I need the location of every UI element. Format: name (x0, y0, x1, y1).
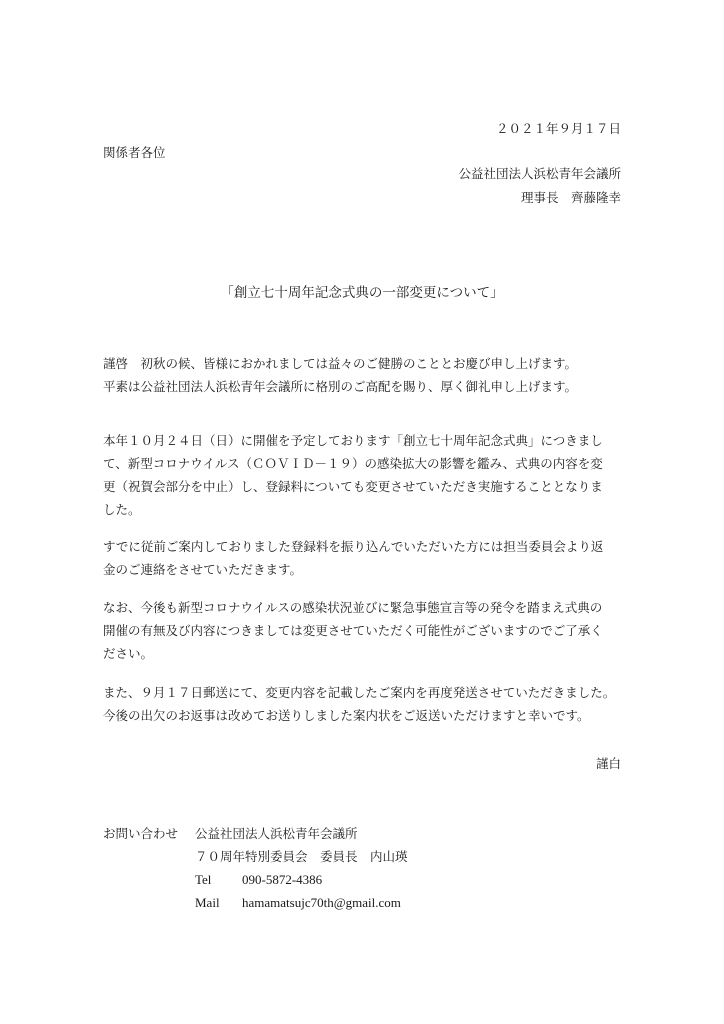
contact-mail[interactable]: hamamatsujc70th@gmail.com (242, 895, 401, 910)
paragraph-line: 今後の出欠のお返事は改めてお送りしました案内状をご返送いただけますと幸いです。 (103, 708, 590, 723)
contact-tel: 090-5872-4386 (242, 872, 323, 887)
paragraph-line: 開催の有無及び内容につきましては変更させていただく可能性がございますのでご了承く (103, 623, 603, 638)
paragraph-line: また、９月１７日郵送にて、変更内容を記載したご案内を再度発送させていただきました。 (103, 685, 616, 700)
sender-organization: 公益社団法人浜松青年会議所 (458, 166, 621, 181)
contact-mail-label: Mail (195, 895, 220, 910)
addressee: 関係者各位 (103, 145, 166, 160)
paragraph-line: した。 (103, 502, 141, 517)
paragraph-future-changes (103, 596, 633, 665)
contact-label: お問い合わせ (103, 826, 179, 841)
closing-word: 謹白 (595, 756, 621, 771)
paragraph-line: 謹啓 初秋の候、皆様におかれましては益々のご健勝のこととお慶び申し上げます。 (103, 356, 578, 371)
paragraph-reply-request (103, 681, 633, 727)
paragraph-line: 更（祝賀会部分を中止）し、登録料についても変更させていただき実施することとなりま (103, 479, 603, 494)
sender-signer: 理事長 齊藤隆幸 (520, 190, 621, 205)
paragraph-line: て、新型コロナウイルス（ＣＯＶＩＤ－１９）の感染拡大の影響を鑑み、式典の内容を変 (103, 456, 603, 471)
letter-date: ２０２１年９月１７日 (495, 121, 621, 136)
paragraph-line: すでに従前ご案内しておりました登録料を振り込んでいただいた方には担当委員会より返 (103, 539, 604, 554)
paragraph-greeting (103, 352, 633, 398)
paragraph-line: ださい。 (103, 646, 154, 661)
contact-tel-label: Tel (195, 872, 212, 887)
paragraph-line: 本年１０月２４日（日）に開催を予定しております「創立七十周年記念式典」につきまし (103, 433, 603, 448)
paragraph-change-notice (103, 429, 633, 521)
letter-title: 「創立七十周年記念式典の一部変更について」 (220, 285, 504, 301)
paragraph-refund (103, 535, 633, 581)
paragraph-line: なお、今後も新型コロナウイルスの感染状況並びに緊急事態宣言等の発令を踏まえ式典の (103, 600, 603, 615)
contact-organization: 公益社団法人浜松青年会議所 (195, 826, 358, 841)
paragraph-line: 金のご連絡をさせていただきます。 (103, 562, 303, 577)
paragraph-line: 平素は公益社団法人浜松青年会議所に格別のご高配を賜り、厚く御礼申し上げます。 (103, 379, 578, 394)
contact-committee: ７０周年特別委員会 委員長 内山瑛 (195, 849, 408, 864)
